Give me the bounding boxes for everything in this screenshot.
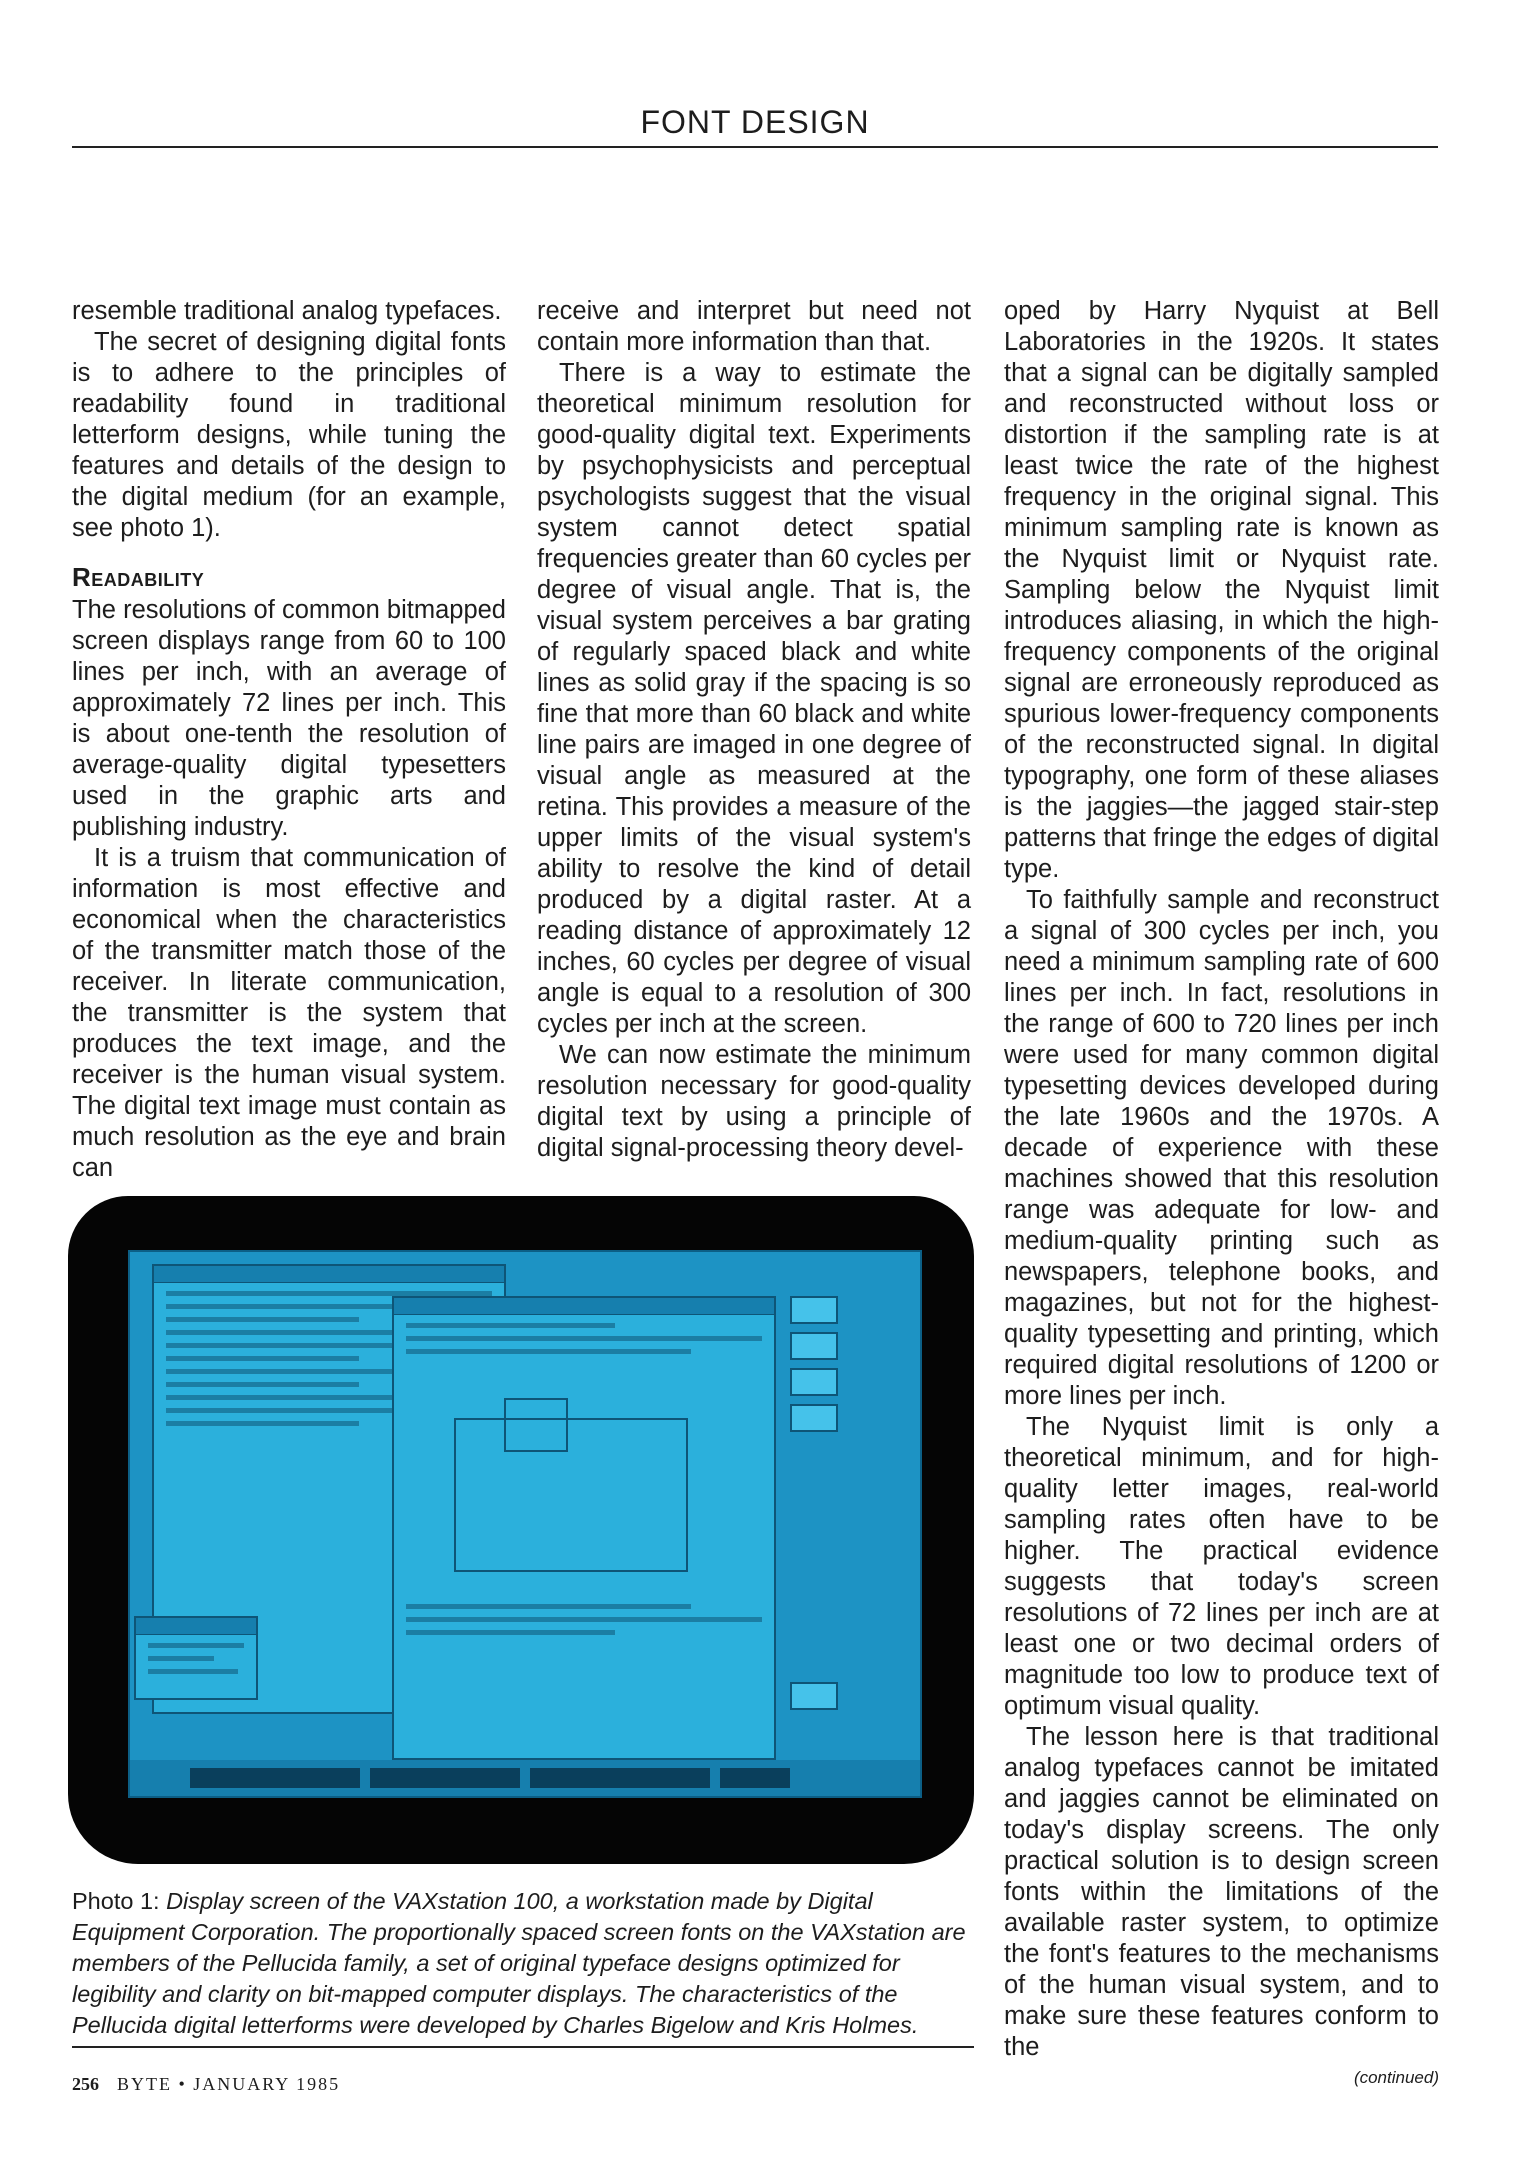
paragraph: It is a truism that communication of information is most effective and economical when the characteristics of the transmitter match those of the receiver. In literate communication, the transmitter is the system that produces the text image, and the receiver is the human visual system. The digital text image must contain as much resolution as the eye and brain can: [72, 844, 506, 1182]
text-line: [406, 1323, 615, 1328]
paragraph: We can now estimate the minimum resolution necessary for good-quality digital text by using a principle of digital signal-processing theory devel-: [537, 1041, 971, 1162]
monitor-illustration: [504, 1398, 568, 1452]
window-title-bar: [394, 1298, 774, 1315]
text-line: [166, 1330, 429, 1335]
side-panel-button: [790, 1682, 838, 1710]
menu-line: [148, 1643, 244, 1648]
workstation-illustration: [454, 1418, 688, 1572]
monitor-screen: [128, 1250, 922, 1798]
side-panel-button: [790, 1332, 838, 1360]
text-column-2: [537, 296, 971, 1164]
paragraph: The Nyquist limit is only a theoretical minimum, and for high-quality letter images, real-world sampling rates often have to be higher. The practical evidence suggests that today's screen resolutions of 72 lines per inch are at least one or two decimal orders of magnitude too low to produce text of optimum visual quality.: [1004, 1413, 1439, 1720]
menu-line: [148, 1656, 214, 1661]
text-line: [406, 1604, 691, 1609]
side-panel-button: [790, 1368, 838, 1396]
paragraph: To faithfully sample and reconstruct a signal of 300 cycles per inch, you need a minimum sampling rate of 600 lines per inch. In fact, resolutions in the range of 600 to 720 lines per inch were used for many common digital typesetting devices developed during the late 1960s and the 1970s. A decade of experience with these machines showed that this resolution range was adequate for low- and medium-quality printing such as newspapers, telephone books, and magazines, but not for the highest-quality typesetting and printing, which required digital resolutions of 1200 or more lines per inch.: [1004, 886, 1439, 1410]
profile-menu: [134, 1616, 258, 1700]
text-line: [406, 1630, 615, 1635]
paragraph: The resolutions of common bitmapped screen displays range from 60 to 100 lines per inch, with an average of approximately 72 lines per inch. This is about one-tenth the resolution of average-quality digital typesetters used in the graphic arts and publishing industry.: [72, 596, 506, 841]
text-line: [166, 1408, 429, 1413]
text-line: [166, 1317, 359, 1322]
side-panel-button: [790, 1296, 838, 1324]
photo-caption: [72, 1886, 972, 2041]
paragraph: There is a way to estimate the theoretical minimum resolution for good-quality digital text. Experiments by psychophysicists and perceptual psychologists suggest that the visual system cannot detect spatial frequencies greater than 60 cycles per degree of visual angle. That is, the visual system perceives a bar grating of regularly spaced black and white lines as solid gray if the spacing is so fine that more than 60 black and white line pairs are imaged in one degree of visual angle as measured at the retina. This provides a measure of the upper limits of the visual system's ability to resolve the kind of detail produced by a digital raster. At a reading distance of approximately 12 inches, 60 cycles per degree of visual angle is equal to a resolution of 300 cycles per inch at the screen.: [537, 359, 971, 1038]
taskbar-block: [530, 1768, 710, 1788]
paragraph: The lesson here is that traditional analog typefaces cannot be imitated and jaggies cannot be eliminated on today's display screens. The only practical solution is to design screen fonts within the limitations of the available raster system, to optimize the font's features to the mechanisms of the human visual system, and to make sure these features conform to the: [1004, 1723, 1439, 2061]
page-header: [72, 100, 1438, 148]
window-title-bar: [154, 1266, 504, 1283]
paragraph: resemble traditional analog typefaces.: [72, 297, 502, 325]
paragraph: oped by Harry Nyquist at Bell Laboratories in the 1920s. It states that a signal can be digitally sampled and reconstructed without loss or distortion if the sampling rate is at least twice the rate of the highest frequency in the original signal. This minimum sampling rate is known as the Nyquist limit or Nyquist rate. Sampling below the Nyquist limit introduces aliasing, in which the high-frequency components of the original signal are erroneously reproduced as spurious lower-frequency components of the reconstructed signal. In digital typography, one form of these aliases is the jaggies—the jagged stair-step patterns that fringe the edges of digital type.: [1004, 297, 1439, 883]
page-number: 256: [72, 2074, 99, 2094]
paragraph: receive and interpret but need not contain more information than that.: [537, 297, 971, 356]
text-column-3: [1004, 296, 1439, 2089]
text-line: [166, 1382, 359, 1387]
taskbar-block: [720, 1768, 790, 1788]
taskbar-block: [370, 1768, 520, 1788]
page-footer: [72, 2074, 340, 2095]
help-document-window: [392, 1296, 776, 1760]
caption-label: Photo 1:: [72, 1888, 160, 1914]
continued-note: (continued): [1353, 2068, 1439, 2087]
text-column-1: [72, 296, 506, 1184]
screen-taskbar: [130, 1760, 920, 1796]
text-line: [166, 1421, 359, 1426]
caption-rule: [72, 2046, 974, 2048]
text-line: [406, 1617, 762, 1622]
text-line: [166, 1369, 429, 1374]
section-heading: Readability: [72, 562, 205, 592]
taskbar-block: [190, 1768, 360, 1788]
publication-line: BYTE • JANUARY 1985: [117, 2074, 341, 2094]
menu-line: [148, 1669, 238, 1674]
text-line: [166, 1356, 359, 1361]
text-line: [166, 1304, 429, 1309]
paragraph: The secret of designing digital fonts is to adhere to the principles of readability found in traditional letterform designs, while tuning the features and details of the design to the digital medium (for an example, see photo 1).: [72, 328, 506, 542]
text-line: [406, 1336, 762, 1341]
text-line: [406, 1349, 691, 1354]
side-panel-button: [790, 1404, 838, 1432]
caption-text: Display screen of the VAXstation 100, a workstation made by Digital Equipment Corporation. The proportionally spaced screen fonts on the VAXstation are members of the Pellucida family, a set of original typeface designs optimized for legibility and clarity on bit-mapped computer displays. The characteristics of the Pellucida digital letterforms were developed by Charles Bigelow and Kris Holmes.: [72, 1888, 966, 2038]
menu-title-bar: [136, 1618, 256, 1635]
section-title: FONT DESIGN: [640, 104, 870, 140]
